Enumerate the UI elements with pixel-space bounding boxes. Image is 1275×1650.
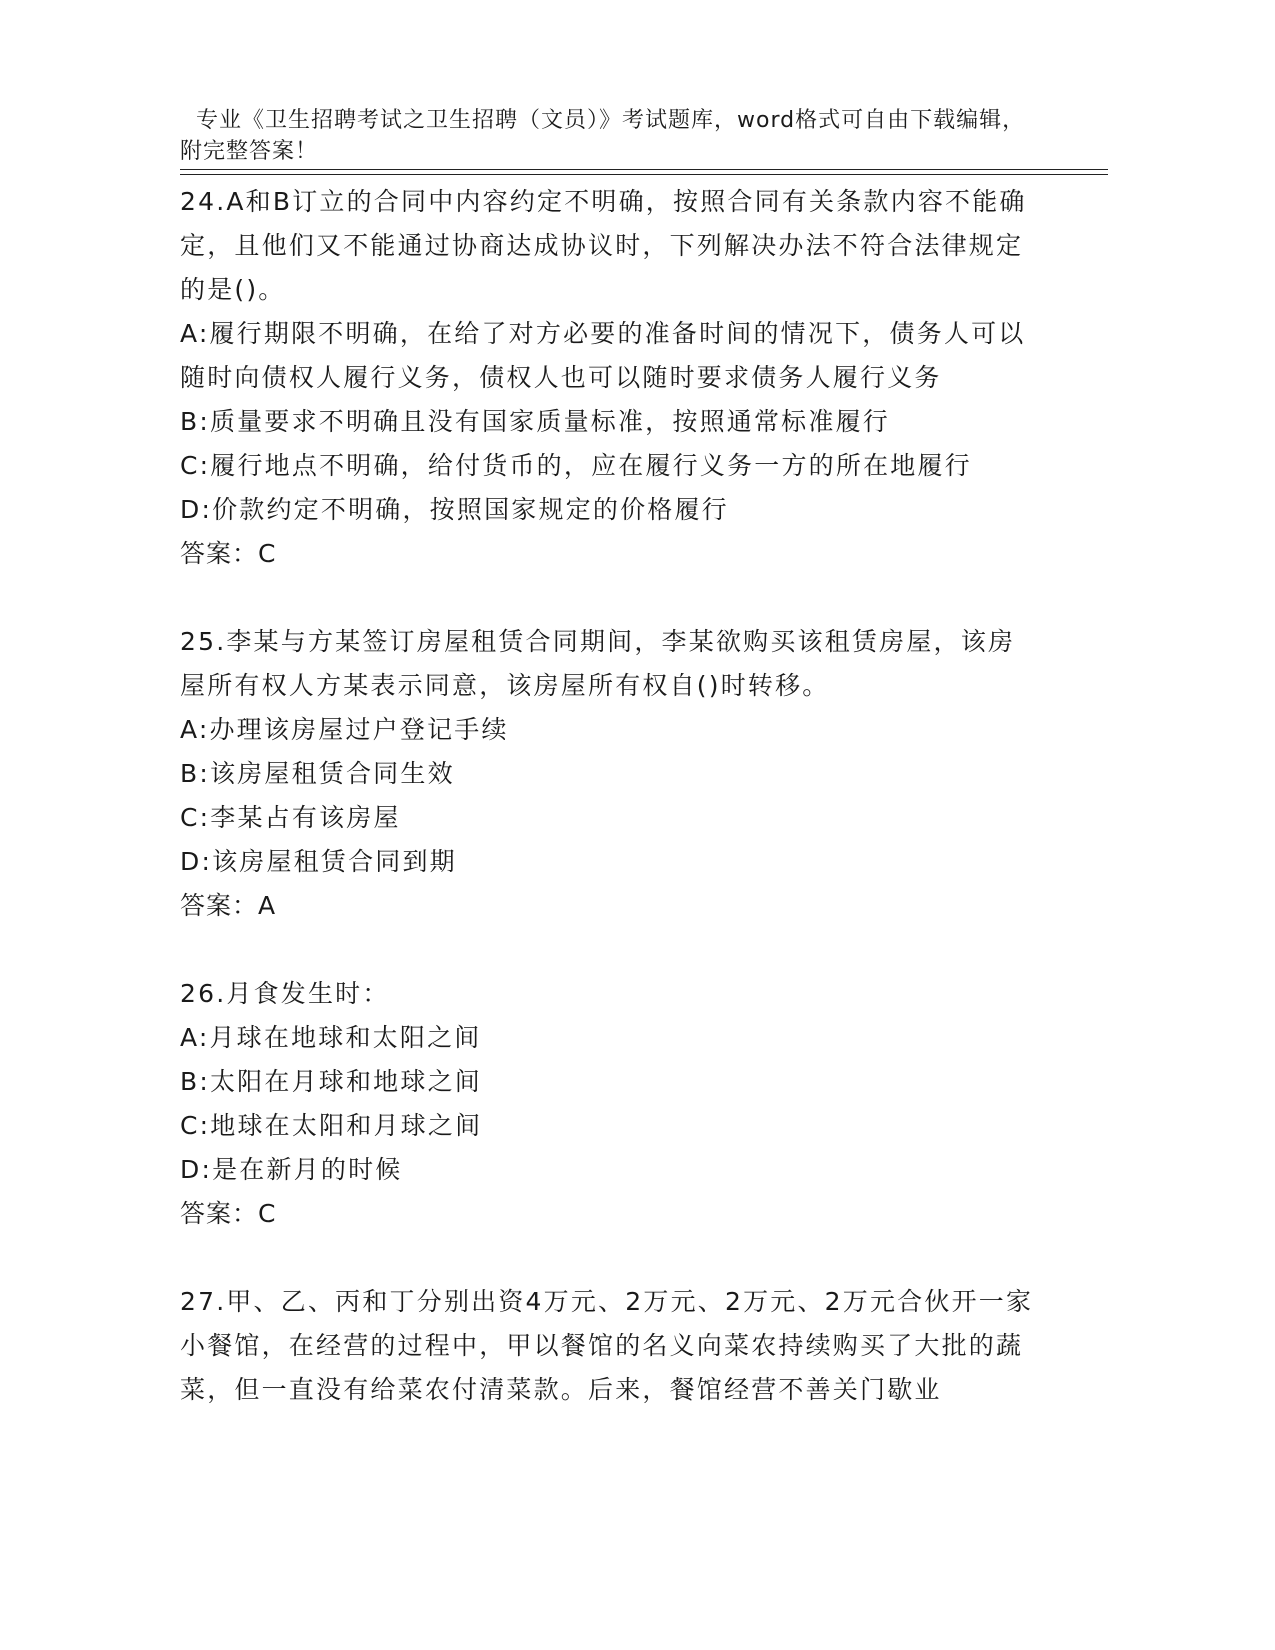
option-a: A:月球在地球和太阳之间 [180, 1023, 482, 1052]
option-d: D:该房屋租赁合同到期 [180, 847, 457, 876]
answer: 答案：C [180, 539, 277, 568]
question-24 [180, 180, 1040, 576]
option-b: B:质量要求不明确且没有国家质量标准，按照通常标准履行 [180, 407, 890, 436]
question-stem: 24.A和B订立的合同中内容约定不明确，按照合同有关条款内容不能确定，且他们又不能通过协商达成协议时，下列解决办法不符合法律规定的是()。 [180, 187, 1027, 304]
option-a: A:履行期限不明确，在给了对方必要的准备时间的情况下，债务人可以随时向债权人履行义务，债权人也可以随时要求债务人履行义务 [180, 319, 1026, 392]
option-c: C:履行地点不明确，给付货币的，应在履行义务一方的所在地履行 [180, 451, 972, 480]
question-26 [180, 972, 1040, 1236]
option-c: C:地球在太阳和月球之间 [180, 1111, 483, 1140]
question-stem: 27.甲、乙、丙和丁分别出资4万元、2万元、2万元、2万元合伙开一家小餐馆，在经营的过程中，甲以餐馆的名义向菜农持续购买了大批的蔬菜，但一直没有给菜农付清菜款。后来，餐馆经营不善关门歇业 [180, 1287, 1034, 1404]
option-b: B:该房屋租赁合同生效 [180, 759, 455, 788]
header-text: 专业《卫生招聘考试之卫生招聘（文员）》考试题库，word格式可自由下载编辑，附完整答案！ [180, 108, 1026, 164]
header-divider-top [180, 169, 1108, 170]
question-stem: 26.月食发生时： [180, 979, 390, 1008]
question-25 [180, 620, 1040, 928]
answer: 答案：C [180, 1199, 277, 1228]
option-b: B:太阳在月球和地球之间 [180, 1067, 482, 1096]
question-stem: 25.李某与方某签订房屋租赁合同期间，李某欲购买该租赁房屋，该房屋所有权人方某表示同意，该房屋所有权自()时转移。 [180, 627, 1016, 700]
question-27 [180, 1280, 1040, 1412]
option-c: C:李某占有该房屋 [180, 803, 401, 832]
header-divider-bottom [180, 174, 1108, 175]
option-d: D:是在新月的时候 [180, 1155, 403, 1184]
document-header [180, 74, 1040, 167]
question-list [180, 180, 1040, 1412]
answer: 答案：A [180, 891, 277, 920]
option-a: A:办理该房屋过户登记手续 [180, 715, 509, 744]
option-d: D:价款约定不明确，按照国家规定的价格履行 [180, 495, 729, 524]
